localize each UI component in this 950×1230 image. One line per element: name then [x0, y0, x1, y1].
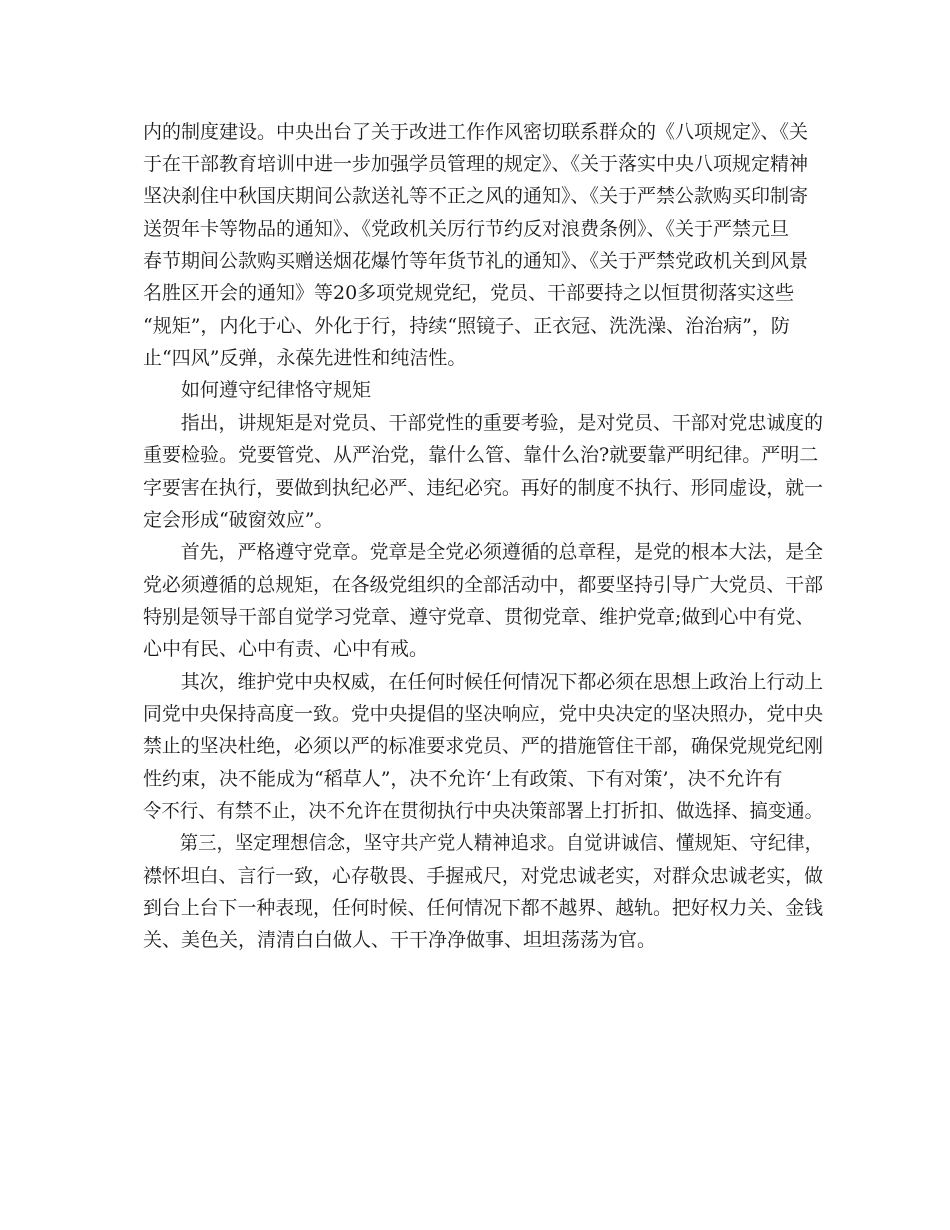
- text-line: 禁止的坚决杜绝，必须以严的标准要求党员、严的措施管住干部，确保党规党纪刚: [143, 735, 824, 757]
- text-line: 名胜区开会的通知》等20多项党规党纪，党员、干部要持之以恒贯彻落实这些: [143, 282, 795, 304]
- text-line: 令不行、有禁不止，决不允许在贯彻执行中央决策部署上打折扣、做选择、搞变通。: [143, 800, 824, 822]
- text-line: 到台上台下一种表现，任何时候、任何情况下都不越界、越轨。把好权力关、金钱: [143, 897, 824, 919]
- text-line: 于在干部教育培训中进一步加强学员管理的规定》、《关于落实中央八项规定精神: [143, 153, 809, 175]
- text-line: 党必须遵循的总规矩，在各级党组织的全部活动中，都要坚持引导广大党员、干部: [143, 574, 824, 596]
- text-line: 心中有民、心中有责、心中有戒。: [143, 638, 429, 660]
- text-line: 坚决刹住中秋国庆期间公款送礼等不正之风的通知》、《关于严禁公款购买印制寄: [143, 185, 809, 207]
- text-line: 定会形成“破窗效应”。: [143, 509, 334, 531]
- text-line: 第三，坚定理想信念，坚守共产党人精神追求。自觉讲诚信、懂规矩、守纪律，: [143, 832, 824, 854]
- text-line: “规矩”，内化于心、外化于行，持续“照镜子、正衣冠、洗洗澡、治治病”，防: [143, 315, 790, 337]
- text-line: 其次，维护党中央权威，在任何时候任何情况下都必须在思想上政治上行动上: [143, 671, 824, 693]
- section-heading: 如何遵守纪律恪守规矩: [143, 379, 372, 401]
- text-line: 襟怀坦白、言行一致，心存敬畏、手握戒尺，对党忠诚老实，对群众忠诚老实，做: [143, 865, 824, 887]
- text-line: 首先，严格遵守党章。党章是全党必须遵循的总章程，是党的根本大法，是全: [143, 541, 824, 563]
- text-line: 特别是领导干部自觉学习党章、遵守党章、贯彻党章、维护党章;做到心中有党、: [143, 606, 815, 628]
- text-line: 春节期间公款购买赠送烟花爆竹等年货节礼的通知》、《关于严禁党政机关到风景: [143, 250, 809, 272]
- text-line: 指出，讲规矩是对党员、干部党性的重要考验，是对党员、干部对党忠诚度的: [143, 412, 824, 434]
- text-line: 字要害在执行，要做到执纪必严、违纪必究。再好的制度不执行、形同虚设，就一: [143, 477, 824, 499]
- text-line: 重要检验。党要管党、从严治党，靠什么管、靠什么治?就要靠严明纪律。严明二: [143, 444, 819, 466]
- text-line: 止“四风”反弹，永葆先进性和纯洁性。: [143, 347, 467, 369]
- text-line: 同党中央保持高度一致。党中央提倡的坚决响应，党中央决定的坚决照办，党中央: [143, 703, 824, 725]
- text-line: 内的制度建设。中央出台了关于改进工作作风密切联系群众的《八项规定》、《关: [143, 121, 809, 143]
- text-line: 关、美色关，清清白白做人、干干净净做事、坦坦荡荡为官。: [143, 929, 657, 951]
- text-line: 送贺年卡等物品的通知》、《党政机关厉行节约反对浪费条例》、《关于严禁元旦: [143, 218, 790, 240]
- text-line: 性约束，决不能成为“稻草人”，决不允许‘上有政策、下有对策’，决不允许有: [143, 768, 783, 790]
